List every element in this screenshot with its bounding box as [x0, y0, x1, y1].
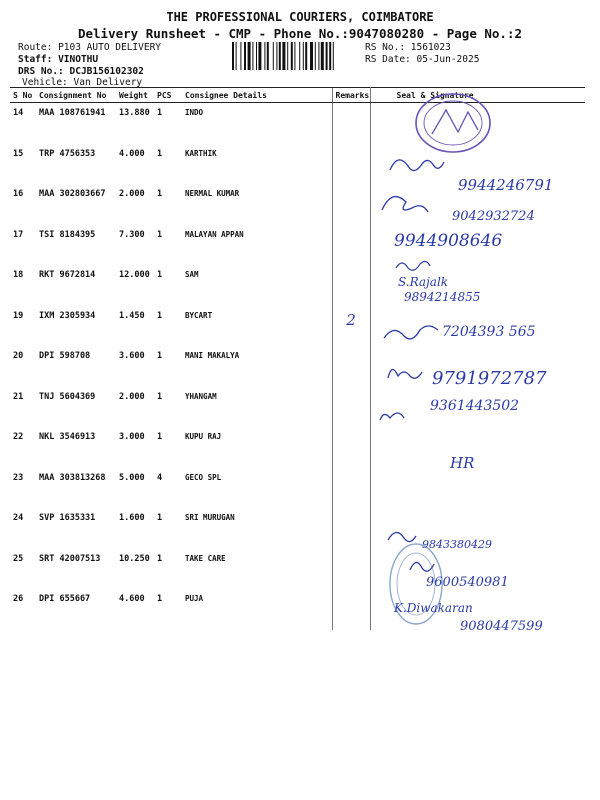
- row-weight: 3.000: [119, 432, 145, 442]
- row-pcs: 1: [157, 229, 163, 240]
- row-sno: 20: [13, 351, 24, 361]
- row-consignment-no: IXM 2305934: [39, 310, 96, 321]
- drs-line: [18, 66, 144, 77]
- row-remarks: [332, 508, 370, 549]
- row-signature: [370, 265, 585, 306]
- rs-date-line: [365, 54, 479, 65]
- row-signature: [370, 184, 585, 225]
- col-signature: Seal & Signature: [370, 88, 585, 103]
- route-line: [18, 42, 161, 53]
- handwritten-phone-17: 9944908646: [394, 231, 503, 251]
- handwritten-phone-20: 9791972787: [432, 368, 547, 389]
- row-sno: 25: [13, 553, 24, 564]
- vehicle-label: Vehicle:: [22, 77, 68, 88]
- row-sno: 26: [13, 594, 24, 604]
- route-value: P103 AUTO DELIVERY: [58, 42, 162, 53]
- row-remarks: [332, 184, 370, 225]
- row-consignment-no: TSI 8184395: [39, 229, 96, 240]
- row-pcs: 1: [157, 553, 163, 564]
- row-weight: 7.300: [119, 229, 145, 240]
- runsheet-title: Delivery Runsheet - CMP - Phone No.:9047080280 - Page No.:2: [77, 26, 522, 41]
- row-sno: 22: [13, 432, 24, 442]
- row-weight: 4.600: [119, 594, 145, 604]
- row-weight: 10.250: [119, 553, 150, 564]
- row-consignment-no: DPI 598708: [39, 351, 91, 361]
- row-consignee: NERMAL KUMAR: [185, 189, 240, 198]
- handwritten-phone-16: 9042932724: [452, 209, 535, 224]
- row-pcs: 1: [157, 270, 163, 280]
- row-consignee: INDO: [185, 108, 204, 117]
- row-pcs: 1: [157, 310, 163, 321]
- row-signature: [370, 427, 585, 468]
- table-row: [10, 103, 585, 144]
- row-remarks: [332, 346, 370, 387]
- staff-label: Staff:: [18, 54, 53, 65]
- row-pcs: 1: [157, 594, 163, 604]
- row-sno: 24: [13, 513, 24, 523]
- row-consignment-no: DPI 655667: [39, 594, 91, 604]
- row-remarks: [332, 225, 370, 266]
- row-sno: 15: [13, 148, 24, 159]
- row-signature: [370, 346, 585, 387]
- row-consignment-no: TRP 4756353: [39, 148, 96, 159]
- rs-no-label: RS No.:: [365, 42, 406, 53]
- row-weight: 1.450: [119, 310, 145, 321]
- row-weight: 3.600: [119, 351, 145, 361]
- row-remarks: [332, 144, 370, 185]
- drs-value: DCJB156102302: [69, 66, 144, 77]
- row-sno: 17: [13, 229, 24, 240]
- row-weight: 13.880: [119, 108, 150, 118]
- row-weight: 2.000: [119, 189, 145, 199]
- handwritten-initials-23: HR: [450, 454, 475, 472]
- table-row: [10, 225, 585, 266]
- drs-label: DRS No.:: [18, 66, 64, 77]
- row-sno: 16: [13, 189, 24, 199]
- row-consignment-no: NKL 3546913: [39, 432, 96, 442]
- row-pcs: 1: [157, 189, 163, 199]
- row-pcs: 1: [157, 513, 163, 523]
- row-consignment-no: MAA 108761941: [39, 108, 106, 118]
- row-consignee: KUPU RAJ: [185, 432, 222, 441]
- col-sno: S No: [10, 88, 36, 103]
- row-pcs: 1: [157, 148, 163, 159]
- row-pcs: 4: [157, 472, 163, 483]
- route-label: Route:: [18, 42, 53, 53]
- row-signature: [370, 387, 585, 428]
- handwritten-name-26: K.Diwakaran: [394, 601, 473, 615]
- row-consignment-no: SRT 42007513: [39, 553, 101, 564]
- rs-date-label: RS Date:: [365, 54, 411, 65]
- table-row: [10, 306, 585, 347]
- col-consignment: Consignment No: [36, 88, 116, 103]
- row-consignee: PUJA: [185, 594, 204, 603]
- table-header-row: [10, 88, 585, 103]
- row-consignee: TAKE CARE: [185, 553, 226, 563]
- row-pcs: 1: [157, 391, 163, 402]
- handwritten-phone-24: 9843380429: [422, 538, 492, 551]
- row-consignee: SAM: [185, 270, 199, 279]
- delivery-stamp-top: [412, 90, 494, 156]
- row-weight: 4.000: [119, 148, 145, 159]
- row-consignee: YHANGAM: [185, 391, 217, 401]
- rs-no-line: [365, 42, 451, 53]
- row-sno: 19: [13, 310, 24, 321]
- row-consignee: GECO SPL: [185, 472, 222, 482]
- staff-line: [18, 54, 98, 65]
- table-row: [10, 387, 585, 428]
- handwritten-phone-15: 9944246791: [458, 176, 554, 194]
- row-pcs: 1: [157, 108, 163, 118]
- handwritten-phone-26: 9080447599: [460, 619, 543, 634]
- col-remarks: Remarks: [332, 88, 370, 103]
- handwritten-phone-21: 9361443502: [430, 398, 520, 414]
- row-sno: 23: [13, 472, 24, 483]
- table-row: [10, 144, 585, 185]
- row-remarks: [332, 387, 370, 428]
- row-weight: 12.000: [119, 270, 150, 280]
- table-row: [10, 265, 585, 306]
- handwritten-phone-18: 9894214855: [404, 290, 481, 304]
- col-weight: Weight: [116, 88, 154, 103]
- row-weight: 1.600: [119, 513, 145, 523]
- col-consignee: Consignee Details: [182, 88, 332, 103]
- table-row: [10, 508, 585, 549]
- row-signature: [370, 225, 585, 266]
- table-row: [10, 468, 585, 509]
- row-consignee: MALAYAN APPAN: [185, 229, 244, 239]
- table-row: [10, 589, 585, 630]
- handwritten-phone-19: 7204393 565: [442, 324, 536, 340]
- row-consignment-no: TNJ 5604369: [39, 391, 96, 402]
- row-consignee: SRI MURUGAN: [185, 513, 235, 522]
- runsheet-table: [10, 87, 585, 630]
- barcode-image: [232, 42, 360, 70]
- row-consignee: MANI MAKALYA: [185, 351, 240, 360]
- row-remarks: 2: [332, 306, 370, 347]
- row-sno: 14: [13, 108, 24, 118]
- row-pcs: 1: [157, 351, 163, 361]
- table-row: [10, 346, 585, 387]
- handwritten-name-18: S.Rajalk: [398, 275, 449, 289]
- handwritten-phone-25: 9600540981: [426, 575, 509, 590]
- row-pcs: 1: [157, 432, 163, 442]
- row-sno: 18: [13, 270, 24, 280]
- row-weight: 2.000: [119, 391, 145, 402]
- row-consignee: BYCART: [185, 310, 213, 320]
- delivery-stamp-bottom: [386, 540, 444, 628]
- staff-value: VINOTHU: [58, 54, 99, 65]
- row-consignment-no: MAA 303813268: [39, 472, 106, 483]
- company-name: THE PROFESSIONAL COURIERS, COIMBATORE: [166, 10, 434, 24]
- row-remarks: [332, 265, 370, 306]
- row-remarks: [332, 468, 370, 509]
- col-pcs: PCS: [154, 88, 182, 103]
- row-remarks: [332, 103, 370, 144]
- rs-no-value: 1561023: [410, 42, 451, 53]
- row-signature: [370, 306, 585, 347]
- table-row: [10, 184, 585, 225]
- row-remarks: [332, 549, 370, 590]
- table-row: [10, 549, 585, 590]
- row-sno: 21: [13, 391, 24, 402]
- row-consignment-no: MAA 302803667: [39, 189, 106, 199]
- row-remarks: [332, 589, 370, 630]
- table-row: [10, 427, 585, 468]
- rs-date-value: 05-Jun-2025: [416, 54, 480, 65]
- row-consignment-no: RKT 9672814: [39, 270, 96, 280]
- row-weight: 5.000: [119, 472, 145, 483]
- row-consignment-no: SVP 1635331: [39, 513, 96, 523]
- row-consignee: KARTHIK: [185, 148, 217, 158]
- vehicle-value: Van Delivery: [73, 77, 143, 88]
- row-remarks: [332, 427, 370, 468]
- row-signature: [370, 468, 585, 509]
